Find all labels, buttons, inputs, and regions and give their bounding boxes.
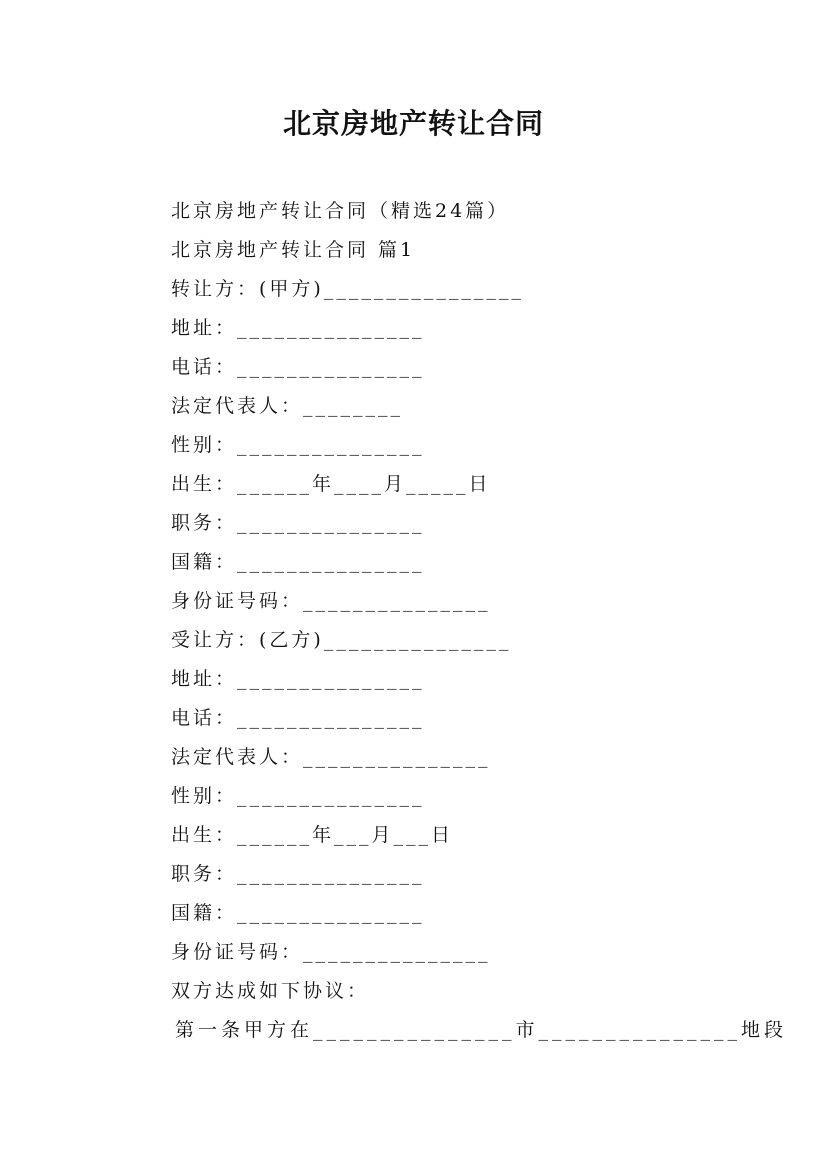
text-line: 转让方：(甲方)________________	[171, 278, 524, 300]
text-line: 出生：______年____月_____日	[171, 473, 491, 495]
text-line: 法定代表人：________	[171, 395, 404, 417]
text-line: 职务：_______________	[171, 512, 425, 534]
text-line: 北京房地产转让合同 篇1	[171, 239, 416, 261]
text-line: 国籍：_______________	[171, 902, 425, 924]
text-line: 北京房地产转让合同（精选24篇）	[171, 200, 510, 222]
text-line: 地址：_______________	[171, 317, 425, 339]
text-line: 电话：_______________	[171, 356, 425, 378]
text-line: 出生：______年___月___日	[171, 824, 454, 846]
document-body	[171, 192, 788, 1050]
text-line: 第一条甲方在_______________市_______________地段	[175, 1019, 788, 1041]
text-line: 国籍：_______________	[171, 551, 425, 573]
text-line: 性别：_______________	[171, 434, 425, 456]
text-line: 地址：_______________	[171, 668, 425, 690]
text-line: 性别：_______________	[171, 785, 425, 807]
text-line: 职务：_______________	[171, 863, 425, 885]
text-line: 受让方：(乙方)_______________	[171, 629, 512, 651]
text-line: 身份证号码：_______________	[171, 590, 491, 612]
text-line: 身份证号码：_______________	[171, 941, 491, 963]
document-title: 北京房地产转让合同	[282, 107, 544, 140]
text-line: 法定代表人：_______________	[171, 746, 491, 768]
text-line: 双方达成如下协议：	[171, 980, 370, 1002]
text-line: 电话：_______________	[171, 707, 425, 729]
